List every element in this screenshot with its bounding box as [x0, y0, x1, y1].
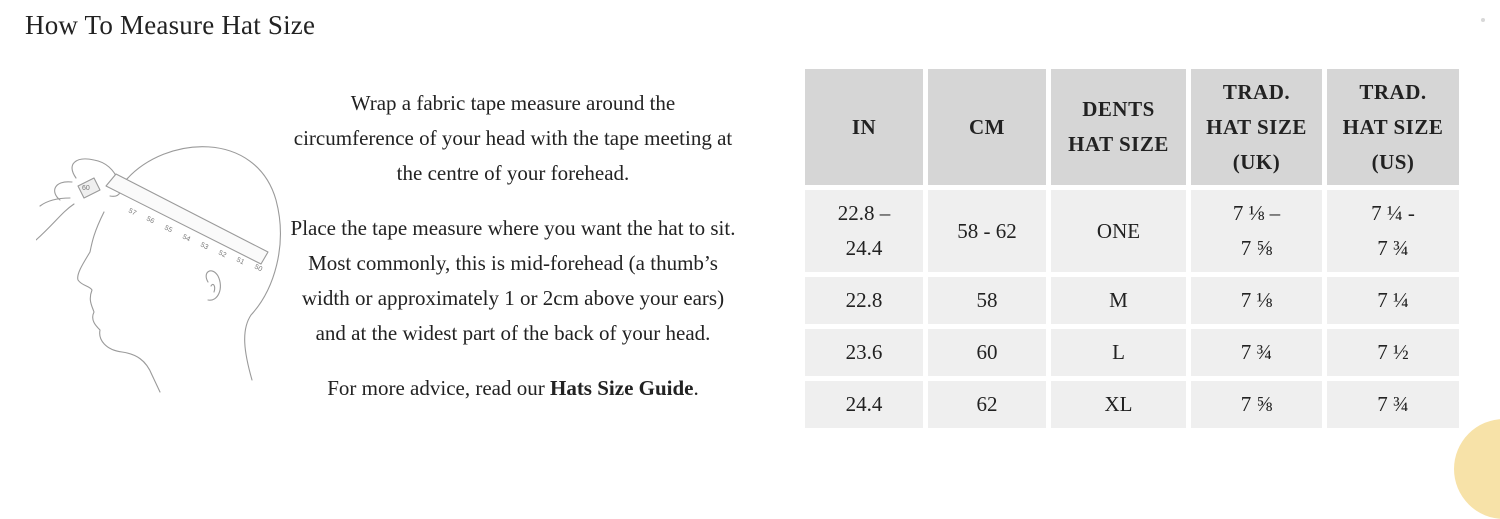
header-trad-hat-size-uk	[1191, 69, 1322, 185]
instruction-paragraph-1: Wrap a fabric tape measure around the circumference of your head with the tape meeting at the centre of your forehead.	[293, 91, 733, 185]
table-row	[805, 329, 1459, 376]
header-trad-hat-size-us	[1327, 69, 1459, 185]
header-in: IN	[805, 69, 923, 185]
cell-cm: 58	[928, 277, 1046, 324]
cell-us-line-1: 7 ¼ -	[1371, 201, 1415, 225]
tape-number-52: 52	[217, 249, 228, 260]
cell-in-line-1: 22.8 –	[837, 201, 891, 225]
header-dents-line-1: DENTS	[1082, 97, 1155, 121]
cell-us: 7 ½	[1327, 329, 1459, 376]
table-row	[805, 381, 1459, 428]
cell-uk-line-1: 7 ⅛ –	[1232, 201, 1281, 225]
tape-number-56: 56	[145, 215, 156, 226]
cell-us-line-2: 7 ¾	[1377, 236, 1409, 260]
header-uk-line-2: HAT SIZE	[1206, 114, 1307, 139]
cell-in: 22.8	[805, 277, 923, 324]
cell-in: 24.4	[805, 381, 923, 428]
cell-dents: M	[1051, 277, 1186, 324]
header-us-line-1: TRAD.	[1359, 79, 1427, 104]
decorative-dot	[1481, 18, 1485, 22]
header-uk-line-3: (UK)	[1232, 149, 1281, 174]
cell-uk: 7 ¾	[1191, 329, 1322, 376]
tape-number-57: 57	[127, 207, 138, 218]
cell-cm: 58 - 62	[928, 190, 1046, 272]
instruction-paragraph-2: Place the tape measure where you want the hat to sit. Most commonly, this is mid-forehead (a thumb’s width or approximately 1 or 2cm above your ears) and at the widest part of the back of your head.	[290, 216, 736, 345]
cell-us: 7 ¼	[1327, 277, 1459, 324]
cell-dents: XL	[1051, 381, 1186, 428]
cell-dents: L	[1051, 329, 1186, 376]
tape-number-50: 50	[253, 263, 264, 274]
cell-uk: 7 ⅝	[1191, 381, 1322, 428]
cell-dents: ONE	[1051, 190, 1186, 272]
tape-number-55: 55	[163, 224, 174, 235]
cell-in	[805, 190, 923, 272]
cell-cm: 62	[928, 381, 1046, 428]
header-uk-line-1: TRAD.	[1222, 79, 1291, 104]
header-us-line-2: HAT SIZE	[1342, 114, 1444, 139]
header-us-line-3: (US)	[1371, 149, 1415, 174]
cell-uk	[1191, 190, 1322, 272]
cell-uk: 7 ⅛	[1191, 277, 1322, 324]
measuring-instructions	[290, 86, 736, 426]
tape-number-53: 53	[199, 241, 210, 252]
cell-us	[1327, 190, 1459, 272]
hats-size-guide-link[interactable]: Hats Size Guide	[549, 376, 694, 400]
table-header-row	[805, 69, 1459, 185]
table-row	[805, 190, 1459, 272]
head-measuring-illustration	[36, 140, 302, 398]
cell-in: 23.6	[805, 329, 923, 376]
tape-number-51: 51	[235, 256, 246, 267]
tape-number-60: 60	[82, 185, 90, 192]
tape-number-54: 54	[181, 233, 192, 244]
advice-prefix: For more advice, read our	[327, 376, 550, 400]
chat-widget-button[interactable]	[1454, 419, 1500, 519]
advice-paragraph	[290, 371, 736, 406]
header-dents-hat-size	[1051, 69, 1186, 185]
cell-in-line-2: 24.4	[845, 236, 883, 260]
cell-cm: 60	[928, 329, 1046, 376]
cell-us: 7 ¾	[1327, 381, 1459, 428]
page-title: How To Measure Hat Size	[25, 10, 316, 40]
header-dents-line-2: HAT SIZE	[1068, 132, 1169, 156]
table-row	[805, 277, 1459, 324]
header-cm: CM	[928, 69, 1046, 185]
advice-suffix: .	[693, 376, 699, 400]
cell-uk-line-2: 7 ⅝	[1240, 236, 1273, 260]
hat-size-table	[800, 64, 1464, 433]
